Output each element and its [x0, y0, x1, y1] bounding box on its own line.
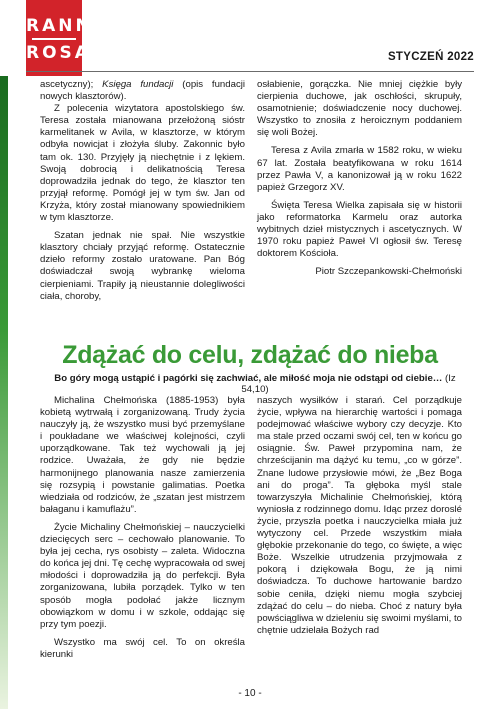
paragraph: Z polecenia wizytatora apostolskiego św. Teresa została mianowana przełożoną sióstr karmelitanek w Avila, w klasztorze, w którym odbyła nowicjat i złożyła śluby. Zakonnic było tam ok. 130. Przyjęły ją niechętnie i z lękiem. Swoją dobrocią i delikatnością Teresa doprowadziła jednak do tego, że klasztor ten przyjął reformę. Pomógł jej w tym św. Jan od Krzyża, który został mianowany spowiednikiem w tym klasztorze.	[40, 103, 245, 224]
book-title: Księga fundacji	[102, 79, 174, 90]
top-right-column	[257, 79, 462, 278]
top-left-column	[40, 79, 245, 303]
bible-quote	[40, 373, 470, 395]
paragraph: Życie Michaliny Chełmońskiej – nauczycielki dziecięcych serc – cechowało planowanie. To była jej cecha, rys osobisty – zaleta. Widoczna do końca jej dni. Tę cechę wypracowała od swej młodości i doprowadziła ją do perfekcji. Była zorganizowana, lubiła porządek. Tylko w ten sposób mogła podołać jakże licznym obowiązkom w domu i w szkole, oddając się przy tym poezji.	[40, 521, 245, 630]
bottom-right-column	[257, 395, 462, 637]
logo-line2: ROSA	[26, 43, 91, 63]
logo-divider	[32, 38, 76, 40]
paragraph: Święta Teresa Wielka zapisała się w historii jako reformatorka Karmelu oraz autorka wybitnych dzieł mistycznych i ascetycznych. W 1970 roku papież Paweł VI ogłosił św. Teresę doktorem Kościoła.	[257, 199, 462, 260]
paragraph: Szatan jednak nie spał. Nie wszystkie klasztory chciały przyjąć reformę. Ostatecznie dzieło reformy zostało uratowane. Pan Bóg doświadczał swoją wybrankę wieloma cierpieniami. Trapiły ją nieustannie dolegliwości ciała, choroby,	[40, 230, 245, 302]
paragraph: Wszystko ma swój cel. To on określa kierunki	[40, 636, 245, 660]
paragraph: Michalina Chełmońska (1885-1953) była kobietą wytrwałą i zorganizowaną. Trudy życia nauczyły ją, że wszystko musi być przemyślane i poukładane we właściwej kolejności, czyli uporządkowane. Tak też wychowali ją jej rodzice. Uważała, że gdy nie będzie harmonijnego planowania nasze zamierzenia się rozsypią i powstanie galimatias. Poetka wiedziała od rodziców, że „szatan jest mistrzem bałaganu i kamuflażu”.	[40, 395, 245, 515]
paragraph: Teresa z Avila zmarła w 1582 roku, w wieku 67 lat. Została beatyfikowana w roku 1614 przez Pawła V, a kanonizował ją w roku 1622 papież Grzegorz XV.	[257, 145, 462, 193]
author-signature: Piotr Szczepankowski-Chełmoński	[315, 266, 462, 278]
header-rule	[26, 71, 474, 72]
page-number: - 10 -	[238, 688, 262, 699]
text-span: (opis fundacji nowych klasztorów).	[40, 79, 245, 103]
bottom-left-column	[40, 395, 245, 661]
paragraph	[40, 79, 245, 103]
quote-reference: (Iz 54,10)	[241, 373, 456, 395]
decorative-green-bar	[0, 76, 8, 709]
logo-line1: RANNA	[26, 16, 109, 36]
article-title: Zdążać do celu, zdążać do nieba	[62, 341, 438, 369]
paragraph: naszych wysiłków i starań. Cel porządkuje życie, wpływa na hierarchię wartości i pomaga podejmować właściwe wybory czy decyzje. Kto ma stale przed oczami swój cel, ten w końcu go osiągnie. Św. Paweł przypomina nam, że chrześcijanin ma dążyć ku temu, „co w górze”. Znane ludowe przysłowie mówi, że „Bez Boga ani do proga”. Ta głęboka myśl stale towarzyszyła Michalinie Chełmońskiej, którą wyniosła z rodzinnego domu. Idąc przez doroslé życie, przyszła poetka i nauczycielka miała już wytyczony cel. Przede wszystkim miała głębokie przekonanie do tego, co święte, a więc Boże. Wszelkie utrudzenia przyjmowała z pokorą i dziękowała Bogu, że ją nimi doświadcza. To duchowe hartowanie bardzo sobie ceniła, dzięki niemu mogła szybciej zdążać do celu – do nieba. Choć z natury była powściągliwa w dzieleniu się swoimi myślami, to chętnie udzielała Bożych rad	[257, 395, 462, 636]
quote-text: Bo góry mogą ustąpić i pagórki się zachwiać, ale miłość moja nie odstąpi od ciebie…	[54, 373, 443, 384]
paragraph: osłabienie, gorączka. Nie mniej ciężkie były cierpienia duchowe, jak oschłości, skrupuły, osamotnienie; doświadczenie nocy duchowej. Wszystko to znosiła z heroicznym poddaniem się woli Bożej.	[257, 79, 462, 139]
magazine-logo	[26, 0, 109, 76]
issue-date: STYCZEŃ 2022	[387, 51, 474, 63]
text-span: ascetyczny);	[40, 79, 103, 90]
